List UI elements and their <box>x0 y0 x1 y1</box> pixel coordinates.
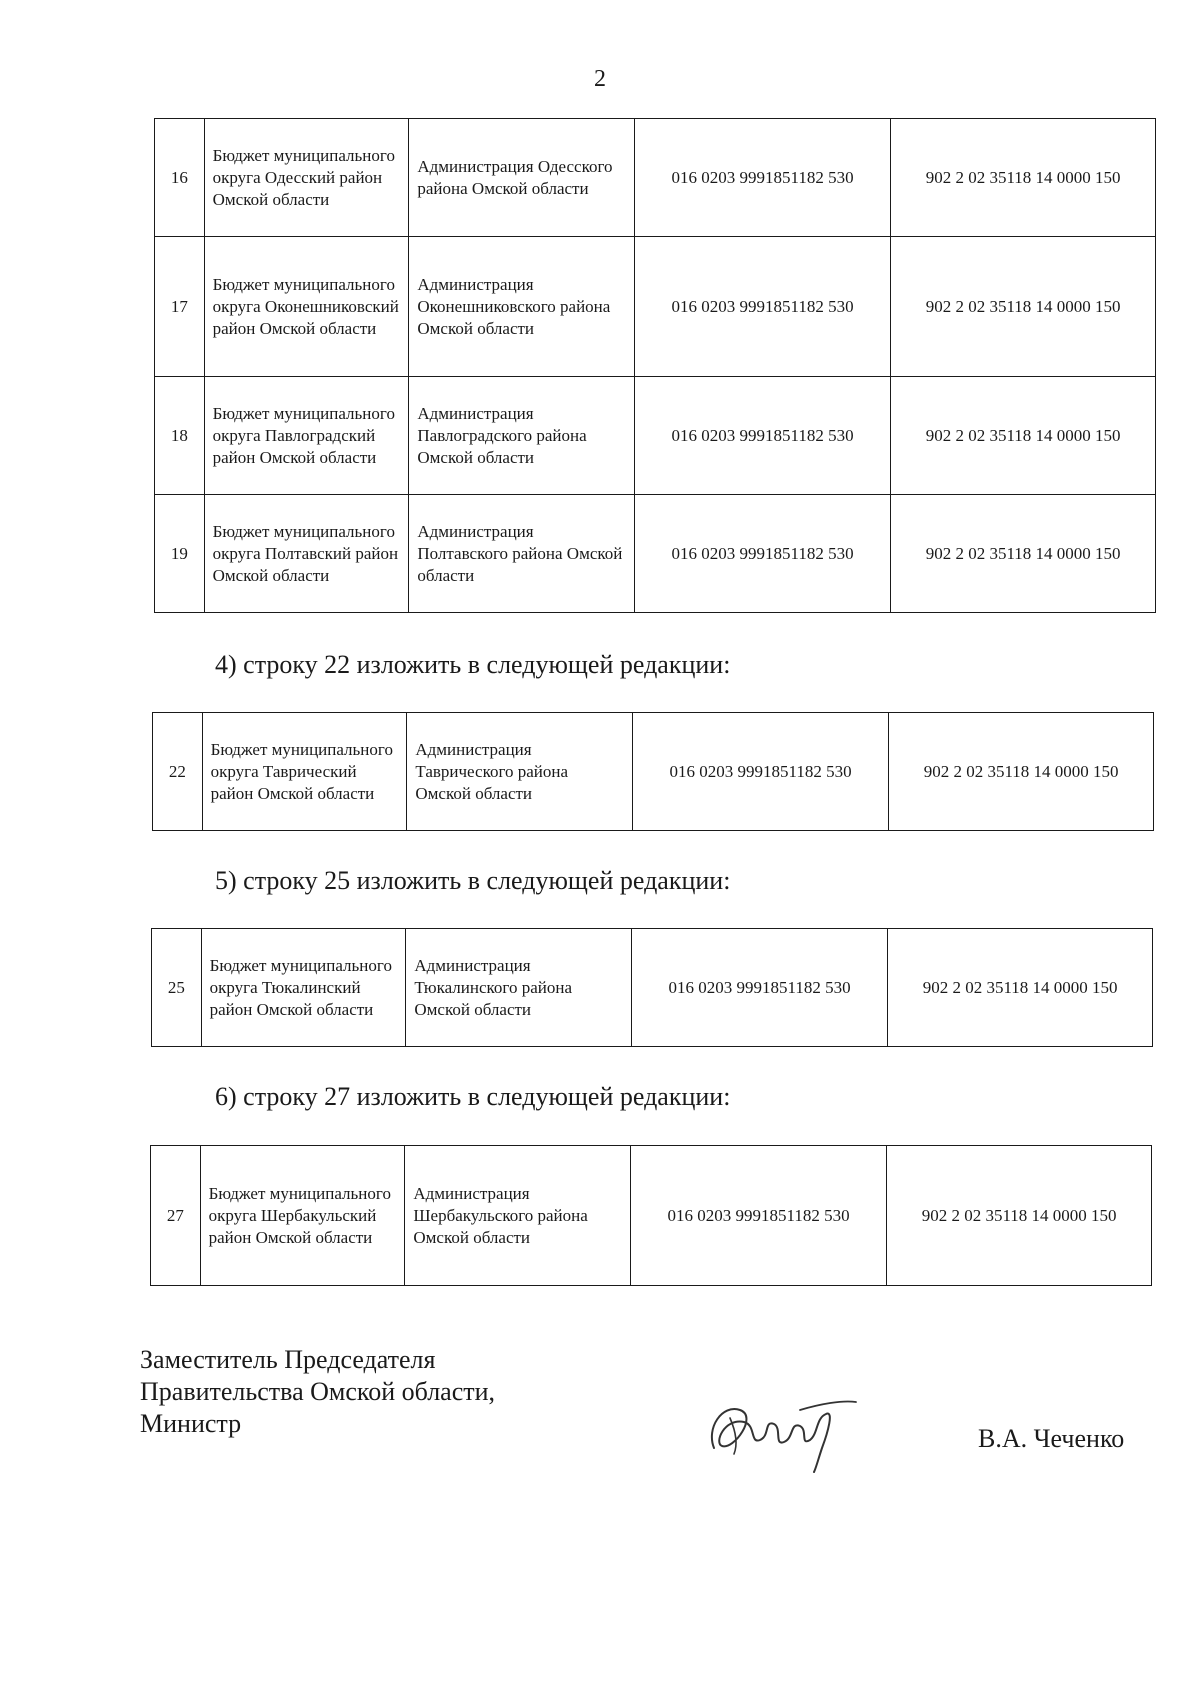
expense-code-cell: 016 0203 9991851182 530 <box>634 495 890 613</box>
recipient-cell: Бюджет муниципального округа Оконешниковский район Омской области <box>204 237 409 377</box>
signer-position-line-1: Заместитель Председателя <box>140 1345 436 1374</box>
revenue-code-cell: 902 2 02 35118 14 0000 150 <box>889 713 1154 831</box>
row-number: 18 <box>155 377 205 495</box>
page-number: 2 <box>594 66 606 92</box>
handwritten-signature <box>700 1388 860 1478</box>
revenue-code-cell: 902 2 02 35118 14 0000 150 <box>891 495 1156 613</box>
row-number: 17 <box>155 237 205 377</box>
table-row <box>155 377 1156 495</box>
recipient-cell: Бюджет муниципального округа Полтавский район Омской области <box>204 495 409 613</box>
budget-table-row-27 <box>150 1145 1152 1286</box>
budget-table-row-22 <box>152 712 1154 831</box>
table-row <box>153 713 1154 831</box>
budget-table-main <box>154 118 1156 613</box>
expense-code-cell: 016 0203 9991851182 530 <box>632 713 888 831</box>
recipient-cell: Бюджет муниципального округа Таврический район Омской области <box>202 713 407 831</box>
recipient-cell: Бюджет муниципального округа Павлоградский район Омской области <box>204 377 409 495</box>
row-number: 27 <box>151 1146 201 1286</box>
recipient-cell: Бюджет муниципального округа Шербакульский район Омской области <box>200 1146 405 1286</box>
revenue-code-cell: 902 2 02 35118 14 0000 150 <box>887 1146 1152 1286</box>
revenue-code-cell: 902 2 02 35118 14 0000 150 <box>888 929 1153 1047</box>
revenue-code-cell: 902 2 02 35118 14 0000 150 <box>891 377 1156 495</box>
signer-position-line-3: Министр <box>140 1409 242 1438</box>
row-number: 16 <box>155 119 205 237</box>
administrator-cell: Администрация Шербакульского района Омской области <box>405 1146 630 1286</box>
table-row <box>155 495 1156 613</box>
expense-code-cell: 016 0203 9991851182 530 <box>634 119 890 237</box>
administrator-cell: Администрация Полтавского района Омской области <box>409 495 634 613</box>
recipient-cell: Бюджет муниципального округа Одесский район Омской области <box>204 119 409 237</box>
revenue-code-cell: 902 2 02 35118 14 0000 150 <box>891 119 1156 237</box>
signer-name: В.А. Чеченко <box>978 1424 1125 1453</box>
row-number: 19 <box>155 495 205 613</box>
expense-code-cell: 016 0203 9991851182 530 <box>634 237 890 377</box>
signer-position-line-2: Правительства Омской области, <box>140 1377 496 1406</box>
signer-position <box>140 1344 495 1440</box>
section-6-instruction: 6) строку 27 изложить в следующей редакции: <box>215 1082 731 1111</box>
administrator-cell: Администрация Тюкалинского района Омской области <box>406 929 631 1047</box>
table-row <box>155 237 1156 377</box>
expense-code-cell: 016 0203 9991851182 530 <box>631 929 887 1047</box>
row-number: 25 <box>152 929 202 1047</box>
administrator-cell: Администрация Одесского района Омской области <box>409 119 634 237</box>
administrator-cell: Администрация Павлоградского района Омской области <box>409 377 634 495</box>
expense-code-cell: 016 0203 9991851182 530 <box>634 377 890 495</box>
table-row <box>151 1146 1152 1286</box>
section-4-instruction: 4) строку 22 изложить в следующей редакции: <box>215 650 731 679</box>
recipient-cell: Бюджет муниципального округа Тюкалинский район Омской области <box>201 929 406 1047</box>
administrator-cell: Администрация Оконешниковского района Омской области <box>409 237 634 377</box>
section-5-instruction: 5) строку 25 изложить в следующей редакции: <box>215 866 731 895</box>
revenue-code-cell: 902 2 02 35118 14 0000 150 <box>891 237 1156 377</box>
administrator-cell: Администрация Таврического района Омской области <box>407 713 632 831</box>
budget-table-row-25 <box>151 928 1153 1047</box>
expense-code-cell: 016 0203 9991851182 530 <box>630 1146 886 1286</box>
table-row <box>152 929 1153 1047</box>
row-number: 22 <box>153 713 203 831</box>
table-row <box>155 119 1156 237</box>
